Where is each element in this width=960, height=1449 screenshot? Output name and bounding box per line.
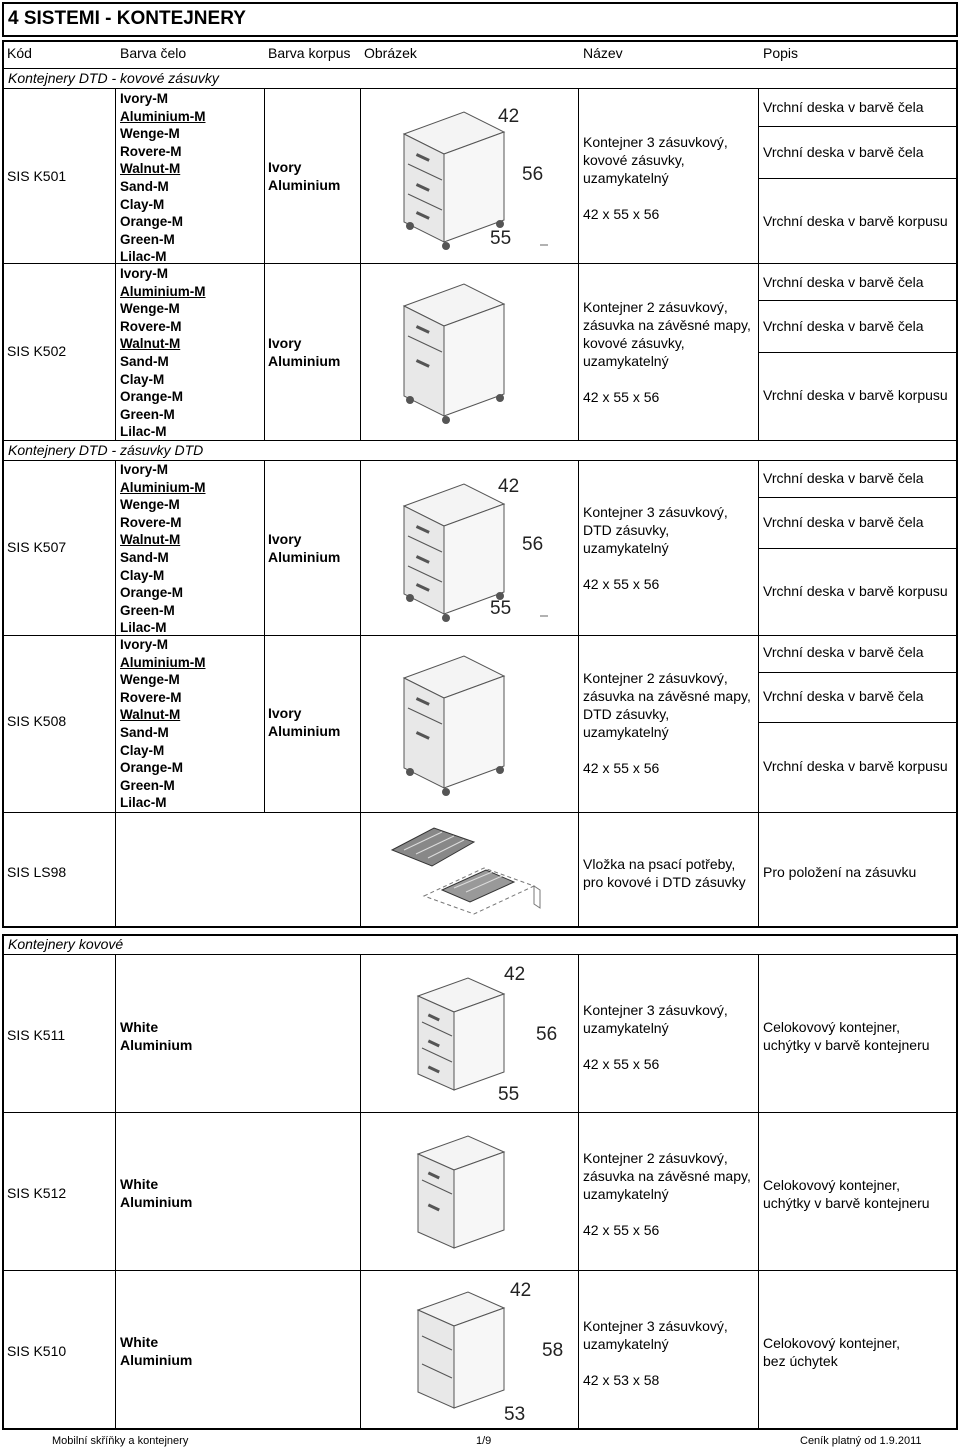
container-2-drawer-image [364,266,576,436]
popis-line: Celokovový kontejner, [763,1177,900,1193]
popis-divider [758,300,958,301]
metal-color-list [120,1175,192,1211]
section-divider [2,88,958,89]
name-line: uzamykatelný [583,1336,669,1352]
front-color: Clay-M [120,567,165,583]
product-code: SIS K501 [7,168,67,184]
col-divider [264,88,265,440]
name-line: DTD zásuvky, [583,522,670,538]
front-color: Wenge-M [120,497,180,513]
popis-line: uchýtky v barvě kontejneru [763,1037,930,1053]
product-name [583,298,751,406]
product-name [583,133,728,223]
front-color: Orange-M [120,389,184,405]
container-3-drawer-image [364,1274,576,1426]
popis-option: Vrchní deska v barvě čela [763,99,924,115]
front-color: Green-M [120,406,175,422]
popis-option: Vrchní deska v barvě korpusu [763,758,948,774]
front-color: Walnut-M [120,707,181,723]
front-color: Wenge-M [120,126,180,142]
product-code: SIS K508 [7,713,67,729]
name-line: Kontejner 3 zásuvkový, [583,1318,728,1334]
name-line: Kontejner 2 zásuvkový, [583,1150,728,1166]
dim-height: 58 [542,1340,564,1361]
popis-option: Vrchní deska v barvě čela [763,470,924,486]
name-line [583,557,728,575]
metal-color: Aluminium [120,1037,193,1053]
name-line: zásuvka na závěsné mapy, [583,1168,751,1184]
container-3-drawer-image [364,92,576,260]
popis-line: bez úchytek [763,1353,838,1369]
popis-divider [758,178,958,179]
name-line: 42 x 55 x 56 [583,1222,660,1238]
col-divider [758,460,759,812]
product-code: SIS K510 [7,1343,67,1359]
body-color: Ivory [268,159,302,175]
col-divider [758,88,759,440]
container-3-drawer-image [364,958,576,1108]
section-kovove: Kontejnery kovové [8,936,124,952]
body-color: Aluminium [268,549,341,565]
front-color: Clay-M [120,371,165,387]
body-color: Ivory [268,705,302,721]
body-color-list [268,530,340,566]
name-line [583,1353,728,1371]
row-divider [2,1270,958,1271]
popis-line: Celokovový kontejner, [763,1019,900,1035]
front-color: Aluminium-M [120,654,206,670]
section-dtd-kovove: Kontejnery DTD - kovové zásuvky [8,70,219,86]
row-divider [2,812,958,813]
front-color: Walnut-M [120,336,181,352]
metal-color: White [120,1019,159,1035]
product-code: SIS K507 [7,539,67,555]
section-dtd-dtd: Kontejnery DTD - zásuvky DTD [8,442,204,458]
dim-width: 42 [510,1280,532,1301]
name-line: 42 x 53 x 58 [583,1372,660,1388]
front-color: Green-M [120,602,175,618]
front-color: Rovere-M [120,689,182,705]
product-name [583,1149,751,1239]
header-nazev: Název [583,45,623,61]
name-line [583,1037,728,1055]
product-name [583,669,751,777]
name-line: Kontejner 2 zásuvkový, [583,670,728,686]
name-line: 42 x 55 x 56 [583,760,660,776]
body-color: Aluminium [268,723,341,739]
name-line: Kontejner 3 zásuvkový, [583,504,728,520]
body-color: Ivory [268,531,302,547]
metal-color: White [120,1176,159,1192]
header-barva-celo: Barva čelo [120,45,187,61]
popis-option: Vrchní deska v barvě čela [763,144,924,160]
name-line: 42 x 55 x 56 [583,389,660,405]
body-color-list [268,334,340,370]
front-color: Sand-M [120,724,169,740]
front-color: Sand-M [120,353,169,369]
product-code: SIS K512 [7,1185,67,1201]
popis-divider [758,497,958,498]
popis-option: Vrchní deska v barvě čela [763,318,924,334]
front-color: Aluminium-M [120,108,206,124]
header-popis: Popis [763,45,799,61]
name-line: 42 x 55 x 56 [583,206,660,222]
footer-page-number: 1/9 [476,1435,492,1447]
product-name [583,1317,728,1389]
dim-width: 42 [504,964,526,985]
popis-line: Celokovový kontejner, [763,1335,900,1351]
product-code: SIS LS98 [7,864,67,880]
footer-left: Mobilní skříňky a kontejnery [52,1435,189,1447]
container-2-drawer-image [364,1116,576,1266]
name-line: uzamykatelný [583,724,669,740]
front-color: Ivory-M [120,462,169,477]
name-line: kovové zásuvky, [583,335,685,351]
popis-divider [758,126,958,127]
col-divider [758,812,759,928]
name-line: 42 x 55 x 56 [583,576,660,592]
name-line: uzamykatelný [583,1020,669,1036]
product-name [583,503,728,593]
body-color: Aluminium [268,177,341,193]
name-line: Kontejner 2 zásuvkový, [583,299,728,315]
col-divider [360,88,361,440]
popis-option: Vrchní deska v barvě čela [763,644,924,660]
popis-divider [758,722,958,723]
front-color: Rovere-M [120,318,182,334]
front-color-list [120,636,206,812]
front-color: Clay-M [120,742,165,758]
dim-depth: 53 [504,1404,526,1425]
popis-option: Vrchní deska v barvě čela [763,514,924,530]
product-code: SIS K502 [7,343,67,359]
front-color: Lilac-M [120,249,167,265]
dim-height: 56 [522,164,544,185]
footer-right: Ceník platný od 1.9.2011 [800,1435,922,1447]
product-name [583,1001,728,1073]
popis-divider [758,672,958,673]
front-color: Rovere-M [120,143,182,159]
page-title: 4 SISTEMI - KONTEJNERY [8,8,246,29]
front-color: Green-M [120,777,175,793]
front-color: Green-M [120,231,175,247]
col-divider [578,460,579,812]
container-2-drawer-image [364,638,576,808]
popis-option: Vrchní deska v barvě korpusu [763,387,948,403]
popis-option: Vrchní deska v barvě korpusu [763,213,948,229]
popis-divider [758,352,958,353]
col-divider [360,954,361,1430]
popis-text [763,1334,900,1370]
metal-color: Aluminium [120,1194,193,1210]
name-line: uzamykatelný [583,540,669,556]
front-color: Lilac-M [120,424,167,440]
header-obrazek: Obrázek [364,45,417,61]
col-divider [264,460,265,812]
front-color: Clay-M [120,196,165,212]
popis-text [763,1176,930,1212]
front-color-list [120,265,206,441]
front-color: Sand-M [120,178,169,194]
col-divider [115,954,116,1430]
name-line: 42 x 55 x 56 [583,1056,660,1072]
name-line: pro kovové i DTD zásuvky [583,874,746,890]
name-line [583,370,751,388]
front-color: Sand-M [120,549,169,565]
col-divider [578,88,579,440]
drawer-insert-image [364,820,576,924]
front-color: Ivory-M [120,266,169,281]
col-divider [758,954,759,1430]
dim-depth: 55 [490,598,512,619]
dim-height: 56 [522,534,544,555]
front-color-list [120,461,206,637]
popis-text: Pro položení na zásuvku [763,864,917,880]
name-line: uzamykatelný [583,1186,669,1202]
metal-color: White [120,1334,159,1350]
row-divider [2,1112,958,1113]
front-color: Wenge-M [120,672,180,688]
front-color: Lilac-M [120,620,167,636]
metal-color-list [120,1018,192,1054]
front-color: Aluminium-M [120,479,206,495]
dim-height: 56 [536,1024,558,1045]
body-color: Aluminium [268,353,341,369]
name-line: zásuvka na závěsné mapy, [583,688,751,704]
col-divider [578,812,579,928]
body-color-list [268,158,340,194]
product-code: SIS K511 [7,1027,66,1043]
name-line [583,187,728,205]
name-line: DTD zásuvky, [583,706,670,722]
col-divider [115,812,116,928]
popis-option: Vrchní deska v barvě korpusu [763,583,948,599]
dim-width: 42 [498,106,520,127]
popis-option: Vrchní deska v barvě čela [763,688,924,704]
popis-option: Vrchní deska v barvě čela [763,274,924,290]
front-color: Orange-M [120,760,184,776]
front-color: Ivory-M [120,91,169,106]
col-divider [360,460,361,812]
name-line: Kontejner 3 zásuvkový, [583,1002,728,1018]
front-color: Orange-M [120,214,184,230]
popis-line: uchýtky v barvě kontejneru [763,1195,930,1211]
name-line [583,741,751,759]
header-divider [2,68,958,69]
name-line: uzamykatelný [583,170,669,186]
name-line: Vložka na psací potřeby, [583,856,736,872]
name-line: uzamykatelný [583,353,669,369]
col-divider [360,812,361,928]
dim-depth: 55 [498,1084,520,1105]
col-divider [115,460,116,812]
product-name [583,855,746,891]
dim-width: 42 [498,476,520,497]
front-color: Lilac-M [120,795,167,811]
header-barva-korpus: Barva korpus [268,45,351,61]
name-line: zásuvka na závěsné mapy, [583,317,751,333]
metal-color-list [120,1333,192,1369]
section-divider [2,954,958,955]
header-kod: Kód [7,45,32,61]
front-color: Walnut-M [120,532,181,548]
front-color-list [120,90,206,266]
name-line [583,1203,751,1221]
body-color: Ivory [268,335,302,351]
body-color-list [268,704,340,740]
front-color: Wenge-M [120,301,180,317]
front-color: Rovere-M [120,514,182,530]
name-line: Kontejner 3 zásuvkový, [583,134,728,150]
name-line: kovové zásuvky, [583,152,685,168]
front-color: Aluminium-M [120,283,206,299]
front-color: Ivory-M [120,637,169,652]
dim-depth: 55 [490,228,512,249]
container-3-drawer-image [364,464,576,632]
popis-text [763,1018,930,1054]
popis-divider [758,548,958,549]
col-divider [578,954,579,1430]
col-divider [115,88,116,440]
front-color: Orange-M [120,585,184,601]
front-color: Walnut-M [120,161,181,177]
metal-color: Aluminium [120,1352,193,1368]
